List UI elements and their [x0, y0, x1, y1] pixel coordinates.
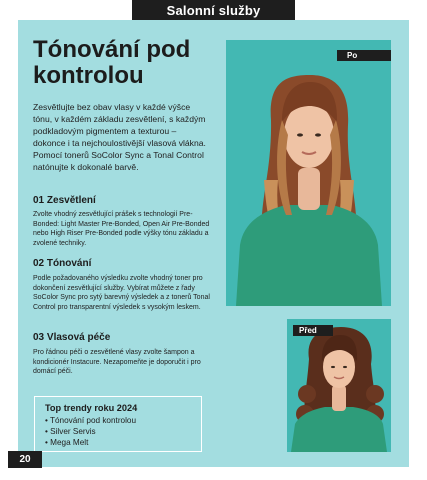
step-3-text: Pro řádnou péči o zesvětlené vlasy zvolte šampon a kondicionér Instacure. Nezapomeňte je doporučit i pro domácí péči. [33, 349, 201, 376]
step-1-text: Zvolte vhodný zesvětlující prášek s technologií Pre-Bonded: Light Master Pre-Bonded, Open Air Pre-Bonded nebo High Riser Pre-Bonded podle výšky tónu základu a zvolené techniky. [33, 211, 210, 248]
after-photo-illustration [226, 40, 391, 306]
trend-item: • Silver Servis [45, 426, 96, 436]
before-photo [287, 319, 391, 452]
section-header: Salonní služby [132, 0, 295, 20]
before-label: Před [293, 325, 333, 336]
after-label: Po [337, 50, 391, 61]
intro-paragraph: Zesvětlujte bez obav vlasy v každé výšce tónu, v každém základu zesvětlení, s každým podkladovým pigmentem a texturou – dokonce i ta nejchoulostivější vlasová vlákna. Pomocí tonerů SoColor Sync a Tonal Control natónujte k dokonalé barvě. [33, 102, 206, 172]
step-3-title: 03 Vlasová péče [33, 332, 111, 343]
after-photo [226, 40, 391, 306]
step-2-text: Podle požadovaného výsledku zvolte vhodný toner pro dokončení zesvětlující služby. Vybírat můžete z řady SoColor Sync pro sytý barevný výsledek a z tonerů Tonal Control pro transparentní výsledek s vysokým leskem. [33, 275, 210, 312]
page-title: Tónování pod kontrolou [33, 36, 191, 89]
step-1-title: 01 Zesvětlení [33, 195, 96, 206]
trends-box [34, 396, 202, 452]
page-number: 20 [8, 451, 42, 468]
trend-item: • Tónování pod kontrolou [45, 416, 137, 425]
step-2-title: 02 Tónování [33, 258, 92, 269]
trend-item: • Mega Melt [45, 437, 89, 447]
trends-title: Top trendy roku 2024 [45, 403, 138, 413]
before-photo-illustration [287, 319, 391, 452]
